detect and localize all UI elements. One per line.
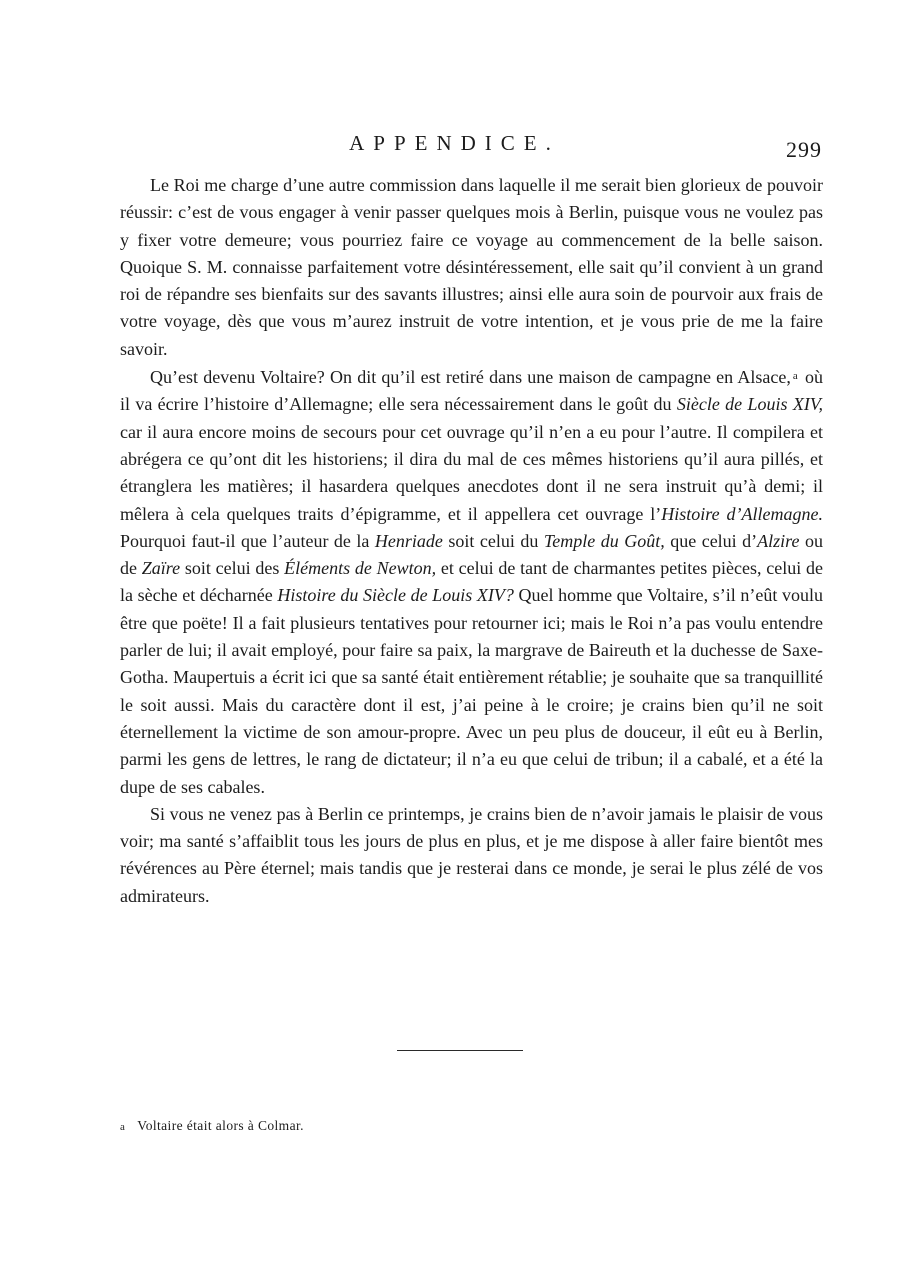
text-run: Pourquoi faut-il que l’auteur de la	[120, 530, 375, 551]
text-run: soit celui du	[442, 530, 544, 551]
footnote-marker: a	[120, 1121, 126, 1133]
text-run: Si vous ne venez pas à Berlin ce printemps, je crains bien de n’avoir jamais le plaisir de vous voir; ma santé s’affaiblit tous les jours de plus en plus, et je me dispose à aller faire bientôt mes révérences au Père éternel; mais tandis que je resterai dans ce monde, je serai le plus zélé de vos admirateurs.	[120, 803, 823, 906]
italic-title: Alzire	[757, 530, 800, 551]
text-run: Le Roi me charge d’une autre commission dans laquelle il me serait bien glorieux de pouvoir réussir: c’est de vous engager à venir passer quelques mois à Berlin, puisque vous ne voulez pas y fixer votre demeure; vous pourriez faire ce voyage au commencement de la belle saison. Quoique S. M. connaisse parfaitement votre désintéressement, elle sait qu’il convient à un grand roi de répandre ses bienfaits sur des savants illustres; ainsi elle aura soin de pourvoir aux frais de votre voyage, dès que vous m’aurez instruit de votre intention, et je vous prie de me la faire savoir.	[120, 175, 823, 359]
text-run: ou de	[120, 530, 823, 579]
page-number: 299	[786, 137, 822, 162]
footnote	[120, 1118, 304, 1134]
body-text	[120, 172, 823, 910]
italic-title: Siècle de Louis XIV,	[676, 394, 823, 415]
italic-title: Henriade	[374, 530, 443, 551]
text-run: et celui de tant de charmantes petites pièces, celui de la sèche et décharnée	[120, 558, 823, 606]
text-run: Quel homme que Voltaire, s’il n’eût voulu être que poëte! Il a fait plusieurs tentatives pour retourner ici; mais le Roi n’a pas voulu entendre parler de lui; il avait employé, pour faire sa paix, la margrave de Baireuth et la duchesse de Saxe-Gotha. Maupertuis a écrit ici que sa santé était entièrement rétablie; je souhaite que sa tranquillité le soit aussi. Mais du caractère dont il est, j’ai peine à le croire; je crains bien qu’il ne soit éternellement la victime de son amour-propre. Avec un peu plus de douceur, il eût eu à Berlin, parmi les gens de lettres, le rang de dictateur; il n’a eu que celui de tribun; il a cabalé, et a été la dupe de ses cabales.	[120, 585, 823, 797]
italic-title: Histoire du Siècle de Louis XIV?	[277, 585, 514, 606]
italic-title: Temple du Goût,	[543, 530, 665, 551]
paragraph	[120, 801, 823, 910]
text-run: où il va écrire l’histoire d’Allemagne; elle sera nécessairement dans le goût du	[120, 367, 823, 415]
italic-title: Histoire d’Allemagne.	[661, 503, 823, 524]
running-title: APPENDICE.	[349, 131, 560, 155]
footnote-text: Voltaire était alors à Colmar.	[137, 1118, 304, 1133]
paragraph	[120, 172, 823, 363]
italic-title: Zaïre	[141, 558, 181, 579]
text-run: car il aura encore moins de secours pour cet ouvrage qu’il n’en a eu pour l’autre. Il compilera et abrégera ce qu’ont dit les historiens; il dira du mal de ces mêmes historiens qu’il aura pillés, et étranglera les matières; il hasardera quelques anecdotes dont il ne sera instruit qu’à demi; il mêlera à cela quelques traits d’épigramme, et il appellera cet ouvrage l’	[120, 421, 823, 524]
text-run: que celui d’	[664, 530, 758, 551]
italic-title: Éléments de Newton,	[284, 558, 437, 579]
text-run: soit celui des	[180, 558, 285, 579]
footnote-reference: a	[792, 370, 798, 383]
footnote-separator	[397, 1050, 523, 1051]
text-run: Qu’est devenu Voltaire? On dit qu’il est retiré dans une maison de campagne en Alsace,	[150, 367, 791, 388]
paragraph	[120, 363, 823, 801]
